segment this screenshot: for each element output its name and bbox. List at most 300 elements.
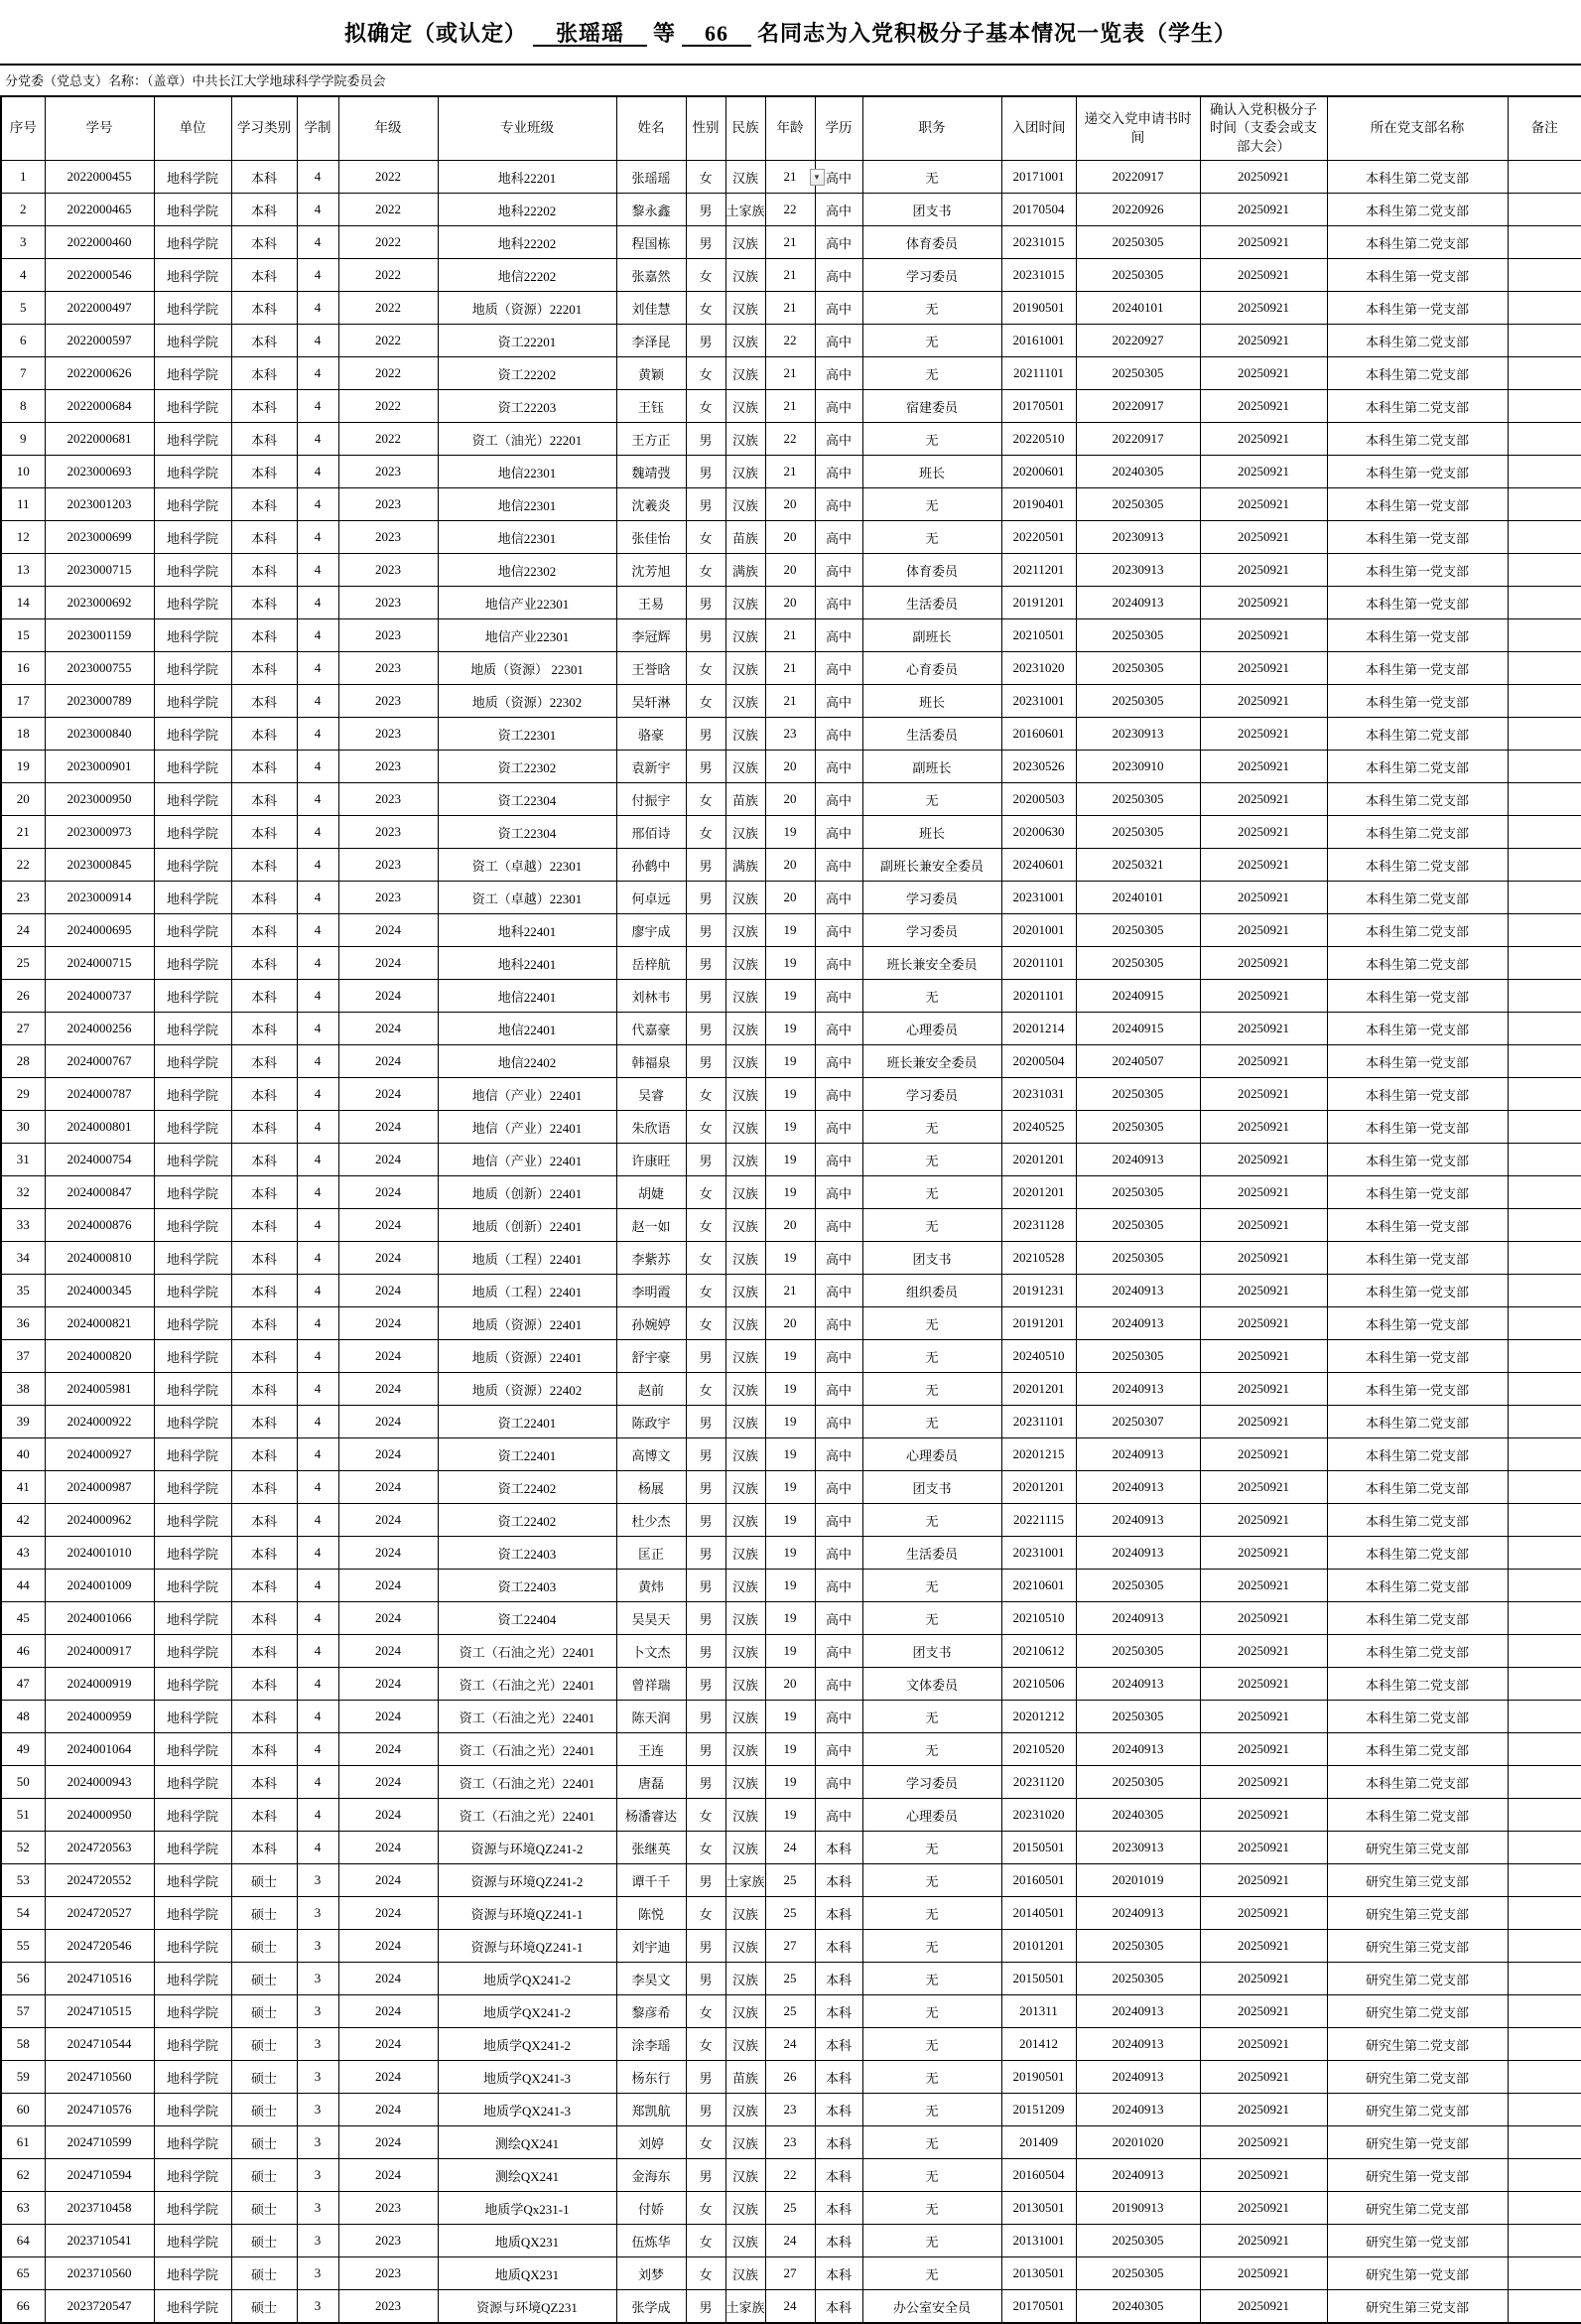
cell: 20250921 [1200,1537,1327,1570]
cell: 20201215 [1001,1438,1076,1471]
row-index: 4 [1,259,45,292]
cell: 20191201 [1001,587,1076,619]
cell: 汉族 [725,1635,765,1668]
cell [1508,161,1581,194]
cell: 2023 [338,685,438,718]
cell: 2022 [338,390,438,423]
cell: 20200503 [1001,783,1076,816]
cell: 男 [686,325,725,357]
cell: 高中 [815,1340,862,1373]
cell: 本科 [231,1733,297,1766]
cell: 付娇 [616,2192,686,2225]
cell: 2024 [338,1766,438,1799]
cell: 地科学院 [154,194,231,226]
row-index: 10 [1,456,45,488]
cell: 孙婉婷 [616,1307,686,1340]
cell: 25 [765,1995,815,2028]
cell: 19 [765,1537,815,1570]
cell: 李昊文 [616,1963,686,1995]
cell: 本科 [815,2094,862,2126]
cell: 20250305 [1076,488,1200,521]
cell: 20210601 [1001,1570,1076,1602]
cell: 汉族 [725,1406,765,1438]
row-index: 52 [1,1832,45,1864]
cell: 地质（资源）22302 [438,685,616,718]
table-row [1,619,1581,652]
cell: 20231120 [1001,1766,1076,1799]
cell: 王易 [616,587,686,619]
cell: 地信22301 [438,521,616,554]
col-header: 所在党支部名称 [1327,96,1508,161]
cell: 4 [297,1209,338,1242]
cell: 25 [765,1864,815,1897]
cell: 4 [297,718,338,751]
cell: 汉族 [725,2126,765,2159]
row-index: 15 [1,619,45,652]
cell: 学习委员 [862,259,1001,292]
cell: 汉族 [725,1930,765,1963]
cell: 2024000962 [45,1504,154,1537]
cell: 无 [862,292,1001,325]
cell: 4 [297,947,338,980]
cell: 张继英 [616,1832,686,1864]
cell: 20250305 [1076,1930,1200,1963]
cell: 男 [686,1701,725,1733]
cell: 19 [765,1111,815,1144]
cell: 地信（产业）22401 [438,1078,616,1111]
cell: 21 [765,456,815,488]
cell: 王誉晗 [616,652,686,685]
cell: 男 [686,1537,725,1570]
cell: 2024000821 [45,1307,154,1340]
cell: 地科学院 [154,1635,231,1668]
cell: 高中 [815,325,862,357]
cell: 汉族 [725,2192,765,2225]
cell: 本科生第一党支部 [1327,1340,1508,1373]
cell: 汉族 [725,292,765,325]
cell: 本科生第一党支部 [1327,1111,1508,1144]
cell: 地信22302 [438,554,616,587]
age-dropdown-button[interactable] [810,169,825,186]
cell: 硕士 [231,1864,297,1897]
cell [1508,1602,1581,1635]
cell: 4 [297,390,338,423]
cell: 地科学院 [154,914,231,947]
cell: 地科学院 [154,1144,231,1176]
cell: 20201001 [1001,914,1076,947]
cell: 20201201 [1001,1373,1076,1406]
cell: 高中 [815,1635,862,1668]
row-index: 60 [1,2094,45,2126]
row-index: 1 [1,161,45,194]
cell: 4 [297,1635,338,1668]
cell: 2024000847 [45,1176,154,1209]
cell: 测绘QX241 [438,2126,616,2159]
cell: 地科学院 [154,259,231,292]
cell: 20250921 [1200,652,1327,685]
col-header: 年级 [338,96,438,161]
cell: 20240913 [1076,1275,1200,1307]
cell: 硕士 [231,2290,297,2324]
cell: 无 [862,1602,1001,1635]
cell: 20250305 [1076,1570,1200,1602]
table-row [1,2257,1581,2290]
cell: 3 [297,1897,338,1930]
cell: 高中 [815,816,862,849]
cell: 汉族 [725,390,765,423]
cell: 20250921 [1200,1570,1327,1602]
table-row [1,1111,1581,1144]
cell: 20231020 [1001,1799,1076,1832]
row-index: 27 [1,1013,45,1045]
table-row [1,2061,1581,2094]
cell: 本科生第二党支部 [1327,1471,1508,1504]
table-row [1,587,1581,619]
row-index: 53 [1,1864,45,1897]
cell: 无 [862,1209,1001,1242]
cell: 2024000767 [45,1045,154,1078]
cell: 3 [297,1930,338,1963]
cell [1508,423,1581,456]
cell: 本科 [231,259,297,292]
cell: 20250305 [1076,652,1200,685]
cell: 本科生第一党支部 [1327,619,1508,652]
cell: 资工22401 [438,1406,616,1438]
cell: 4 [297,1111,338,1144]
cell: 班长 [862,816,1001,849]
cell: 4 [297,1406,338,1438]
cell: 2023 [338,2192,438,2225]
cell: 20211101 [1001,357,1076,390]
cell: 20250921 [1200,2126,1327,2159]
cell: 地科学院 [154,718,231,751]
cell [1508,816,1581,849]
cell: 地科学院 [154,1078,231,1111]
cell: 4 [297,554,338,587]
cell: 本科生第一党支部 [1327,554,1508,587]
cell [1508,1864,1581,1897]
cell: 许康旺 [616,1144,686,1176]
cell: 汉族 [725,816,765,849]
cell: 地科学院 [154,1733,231,1766]
cell [1508,2126,1581,2159]
cell: 20250305 [1076,816,1200,849]
cell: 20191231 [1001,1275,1076,1307]
table-row [1,1176,1581,1209]
cell: 本科 [231,1373,297,1406]
cell [1508,1242,1581,1275]
cell: 男 [686,849,725,882]
cell: 硕士 [231,1963,297,1995]
cell [1508,2028,1581,2061]
cell: 高中 [815,259,862,292]
cell: 高中 [815,685,862,718]
cell: 资工22203 [438,390,616,423]
cell: 2024000801 [45,1111,154,1144]
cell: 20210501 [1001,619,1076,652]
cell: 20131001 [1001,2225,1076,2257]
cell: 资工（卓越）22301 [438,849,616,882]
cell: 汉族 [725,751,765,783]
cell: 本科生第二党支部 [1327,1766,1508,1799]
cell: 23 [765,2126,815,2159]
cell: 本科生第一党支部 [1327,587,1508,619]
cell: 无 [862,2094,1001,2126]
cell: 研究生第三党支部 [1327,1930,1508,1963]
cell: 20250305 [1076,1111,1200,1144]
cell: 女 [686,292,725,325]
cell: 20250921 [1200,325,1327,357]
cell: 曾祥瑞 [616,1668,686,1701]
cell: 本科 [231,1209,297,1242]
cell: 生活委员 [862,718,1001,751]
cell: 陈悦 [616,1897,686,1930]
cell: 地信产业22301 [438,619,616,652]
cell: 2022 [338,423,438,456]
cell: 19 [765,914,815,947]
cell: 本科 [231,1340,297,1373]
cell: 21 [765,292,815,325]
cell: 本科生第二党支部 [1327,1570,1508,1602]
table-header-row [1,96,1581,161]
cell [1508,751,1581,783]
cell: 高中 [815,1111,862,1144]
table-row [1,2159,1581,2192]
cell: 朱欣语 [616,1111,686,1144]
cell: 20 [765,488,815,521]
cell: 20250921 [1200,1144,1327,1176]
cell: 2023710458 [45,2192,154,2225]
cell: 本科 [231,619,297,652]
cell: 4 [297,1242,338,1275]
cell: 汉族 [725,1799,765,1832]
row-index: 65 [1,2257,45,2290]
cell: 资工22302 [438,751,616,783]
cell: 本科生第一党支部 [1327,1275,1508,1307]
cell [1508,1078,1581,1111]
cell: 2022 [338,325,438,357]
cell: 地科学院 [154,1570,231,1602]
cell: 20250305 [1076,1701,1200,1733]
cell: 地科学院 [154,980,231,1013]
cell: 吴昊天 [616,1602,686,1635]
table-row [1,325,1581,357]
row-index: 11 [1,488,45,521]
cell: 本科 [815,1897,862,1930]
cell: 21 [765,259,815,292]
cell: 资工22403 [438,1570,616,1602]
cell: 19 [765,1471,815,1504]
cell: 研究生第一党支部 [1327,2225,1508,2257]
cell: 汉族 [725,914,765,947]
cell: 汉族 [725,1897,765,1930]
cell: 25 [765,1963,815,1995]
cell: 土家族 [725,2290,765,2324]
cell: 高中 [815,1144,862,1176]
cell: 资源与环境QZ241-1 [438,1930,616,1963]
cell: 涂李瑶 [616,2028,686,2061]
cell: 4 [297,1438,338,1471]
cell: 地科学院 [154,292,231,325]
cell: 男 [686,226,725,259]
cell: 王方正 [616,423,686,456]
cell: 高中 [815,1045,862,1078]
cell: 无 [862,1406,1001,1438]
cell: 王钰 [616,390,686,423]
row-index: 36 [1,1307,45,1340]
cell: 本科生第二党支部 [1327,325,1508,357]
cell: 20250921 [1200,2061,1327,2094]
cell: 孙鹤中 [616,849,686,882]
cell: 20250921 [1200,2159,1327,2192]
row-index: 23 [1,882,45,914]
cell: 地质（资源） 22301 [438,652,616,685]
table-row [1,1963,1581,1995]
cell: 2024 [338,2126,438,2159]
row-index: 37 [1,1340,45,1373]
cell: 20250921 [1200,1438,1327,1471]
cell: 本科 [231,1799,297,1832]
cell: 本科 [231,1307,297,1340]
cell: 男 [686,751,725,783]
cell: 2022 [338,226,438,259]
cell: 地科学院 [154,1471,231,1504]
cell: 2024000715 [45,947,154,980]
cell: 魏靖弢 [616,456,686,488]
cell: 20240913 [1076,1897,1200,1930]
row-index: 66 [1,2290,45,2324]
cell: 2022000460 [45,226,154,259]
cell: 2024000754 [45,1144,154,1176]
cell: 汉族 [725,1045,765,1078]
cell: 本科 [231,1406,297,1438]
cell: 地科学院 [154,882,231,914]
cell: 本科生第二党支部 [1327,718,1508,751]
row-index: 19 [1,751,45,783]
cell: 本科生第二党支部 [1327,194,1508,226]
cell: 本科生第一党支部 [1327,1242,1508,1275]
table-row [1,1275,1581,1307]
cell: 4 [297,1570,338,1602]
cell: 20240913 [1076,2061,1200,2094]
cell: 4 [297,816,338,849]
cell: 3 [297,2290,338,2324]
cell: 汉族 [725,1537,765,1570]
cell: 高中 [815,1537,862,1570]
cell: 高中 [815,1733,862,1766]
cell: 高中 [815,456,862,488]
table-row [1,652,1581,685]
cell [1508,980,1581,1013]
cell: 高中 [815,1471,862,1504]
cell: 2024 [338,1275,438,1307]
cell: 2022000497 [45,292,154,325]
cell: 本科 [815,1995,862,2028]
cell: 20221115 [1001,1504,1076,1537]
cell: 本科 [231,161,297,194]
cell: 地科学院 [154,1275,231,1307]
cell: 3 [297,2159,338,2192]
cell: 3 [297,2192,338,2225]
cell: 男 [686,1635,725,1668]
cell: 研究生第三党支部 [1327,1832,1508,1864]
cell: 资工（石油之光）22401 [438,1635,616,1668]
table-row [1,947,1581,980]
cell: 2022 [338,259,438,292]
cell: 2024 [338,1733,438,1766]
cell: 地质（资源）22401 [438,1340,616,1373]
cell: 地科22401 [438,914,616,947]
cell: 文体委员 [862,1668,1001,1701]
cell: 2024720546 [45,1930,154,1963]
cell: 4 [297,423,338,456]
table-row [1,226,1581,259]
cell: 无 [862,1733,1001,1766]
cell [1508,2061,1581,2094]
cell: 25 [765,2192,815,2225]
cell: 20250921 [1200,914,1327,947]
cell: 地科学院 [154,2192,231,2225]
cell: 2024 [338,914,438,947]
cell: 2024 [338,1438,438,1471]
cell [1508,1406,1581,1438]
cell: 高中 [815,1504,862,1537]
cell: 高中 [815,718,862,751]
row-index: 41 [1,1471,45,1504]
cell: 20250921 [1200,587,1327,619]
cell: 资工22304 [438,783,616,816]
cell: 地质学QX241-2 [438,2028,616,2061]
cell [1508,619,1581,652]
cell: 汉族 [725,718,765,751]
cell: 20201201 [1001,1176,1076,1209]
cell: 4 [297,1176,338,1209]
cell: 高中 [815,554,862,587]
cell: 20230913 [1076,1832,1200,1864]
table-row [1,1438,1581,1471]
cell: 2024 [338,1864,438,1897]
cell: 2023 [338,587,438,619]
cell: 20250921 [1200,882,1327,914]
cell: 本科生第二党支部 [1327,1537,1508,1570]
table-row [1,1832,1581,1864]
cell: 无 [862,2257,1001,2290]
cell: 地信22401 [438,1013,616,1045]
cell: 张瑶瑶 [616,161,686,194]
cell: 2024 [338,1078,438,1111]
row-index: 58 [1,2028,45,2061]
cell: 2024 [338,1209,438,1242]
cell: 20161001 [1001,325,1076,357]
table-row [1,849,1581,882]
cell: 女 [686,161,725,194]
cell: 高中 [815,390,862,423]
cell: 20 [765,1668,815,1701]
cell: 高中 [815,292,862,325]
cell [1508,914,1581,947]
cell: 黄颖 [616,357,686,390]
cell: 女 [686,1307,725,1340]
cell [1508,783,1581,816]
cell: 卜文杰 [616,1635,686,1668]
cell: 测绘QX241 [438,2159,616,2192]
cell: 本科 [231,718,297,751]
cell: 20250921 [1200,1111,1327,1144]
cell: 2022 [338,194,438,226]
cell: 地科学院 [154,1340,231,1373]
cell: 本科生第二党支部 [1327,882,1508,914]
cell: 2024710576 [45,2094,154,2126]
